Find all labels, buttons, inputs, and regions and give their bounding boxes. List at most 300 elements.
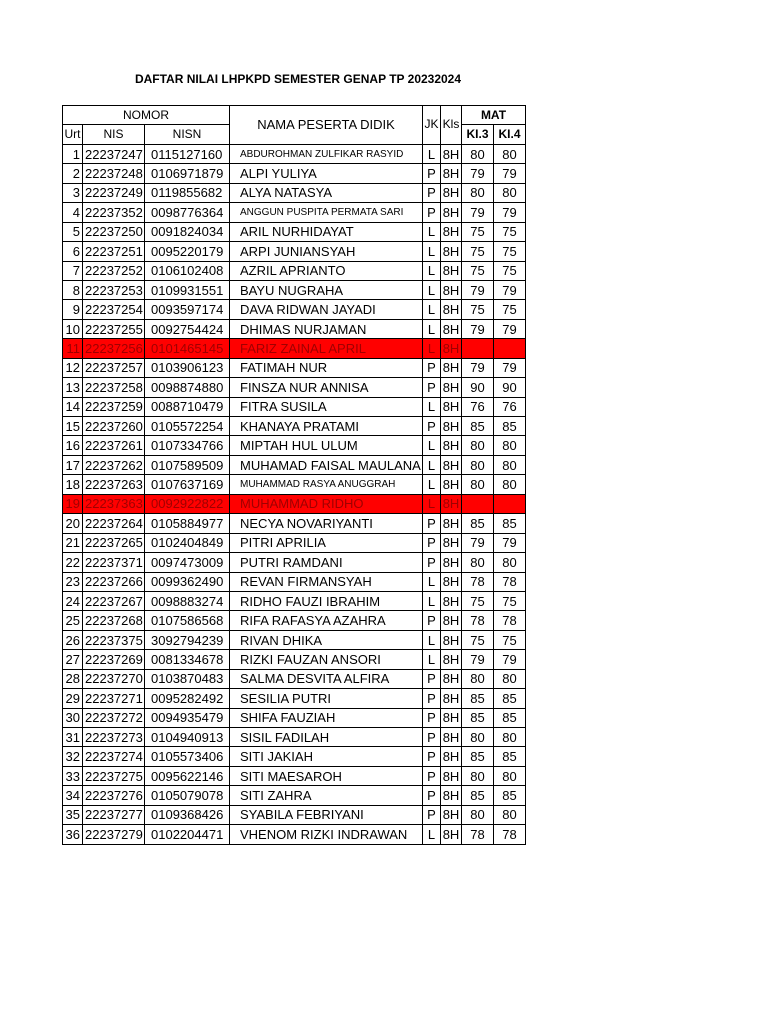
cell-nis: 22237267 <box>83 591 145 610</box>
cell-ki3: 78 <box>462 825 494 844</box>
cell-ki4: 78 <box>494 825 526 844</box>
cell-jk: L <box>423 319 441 338</box>
cell-urt: 15 <box>63 417 83 436</box>
cell-ki3: 79 <box>462 533 494 552</box>
cell-urt: 28 <box>63 669 83 688</box>
cell-jk: P <box>423 553 441 572</box>
header-ki3: KI.3 <box>462 125 494 144</box>
cell-nama: DAVA RIDWAN JAYADI <box>230 300 423 319</box>
cell-nis: 22237257 <box>83 358 145 377</box>
cell-kls: 8H <box>441 242 462 261</box>
cell-nisn: 0106971879 <box>145 164 230 183</box>
cell-ki3: 80 <box>462 475 494 494</box>
cell-jk: L <box>423 300 441 319</box>
cell-nama: NECYA NOVARIYANTI <box>230 514 423 533</box>
cell-ki3: 85 <box>462 514 494 533</box>
cell-kls: 8H <box>441 144 462 163</box>
cell-nisn: 0105884977 <box>145 514 230 533</box>
cell-ki4: 79 <box>494 650 526 669</box>
cell-nis: 22237272 <box>83 708 145 727</box>
cell-nama: SHIFA FAUZIAH <box>230 708 423 727</box>
cell-urt: 31 <box>63 728 83 747</box>
cell-nisn: 0099362490 <box>145 572 230 591</box>
table-row <box>63 650 526 669</box>
header-nomor: NOMOR <box>63 106 230 125</box>
cell-jk: L <box>423 650 441 669</box>
cell-urt: 11 <box>63 339 83 358</box>
cell-ki3: 78 <box>462 611 494 630</box>
header-kls: Kls <box>441 106 462 145</box>
cell-jk: P <box>423 689 441 708</box>
cell-kls: 8H <box>441 747 462 766</box>
cell-jk: L <box>423 242 441 261</box>
cell-nama: FATIMAH NUR <box>230 358 423 377</box>
cell-urt: 7 <box>63 261 83 280</box>
table-body <box>63 106 526 845</box>
cell-nis: 22237275 <box>83 766 145 785</box>
table-row <box>63 533 526 552</box>
cell-kls: 8H <box>441 591 462 610</box>
cell-nama: SESILIA PUTRI <box>230 689 423 708</box>
cell-ki4: 90 <box>494 378 526 397</box>
cell-ki3: 85 <box>462 417 494 436</box>
cell-jk: P <box>423 611 441 630</box>
cell-nisn: 0092754424 <box>145 319 230 338</box>
table-row <box>63 358 526 377</box>
cell-nis: 22237259 <box>83 397 145 416</box>
cell-urt: 2 <box>63 164 83 183</box>
table-row <box>63 397 526 416</box>
table-row <box>63 630 526 649</box>
cell-kls: 8H <box>441 669 462 688</box>
cell-nisn: 0098776364 <box>145 203 230 222</box>
cell-nisn: 0093597174 <box>145 300 230 319</box>
cell-ki3: 85 <box>462 747 494 766</box>
cell-urt: 35 <box>63 805 83 824</box>
cell-nisn: 0105572254 <box>145 417 230 436</box>
cell-ki3 <box>462 494 494 513</box>
cell-jk: P <box>423 805 441 824</box>
cell-ki3: 80 <box>462 436 494 455</box>
cell-kls: 8H <box>441 222 462 241</box>
cell-jk: P <box>423 164 441 183</box>
cell-ki3: 85 <box>462 786 494 805</box>
cell-ki4: 75 <box>494 242 526 261</box>
cell-nis: 22237251 <box>83 242 145 261</box>
cell-jk: L <box>423 572 441 591</box>
cell-kls: 8H <box>441 766 462 785</box>
table-row <box>63 611 526 630</box>
cell-nis: 22237252 <box>83 261 145 280</box>
cell-ki4: 80 <box>494 766 526 785</box>
cell-nama: ALPI YULIYA <box>230 164 423 183</box>
cell-nis: 22237371 <box>83 553 145 572</box>
cell-nisn: 0107334766 <box>145 436 230 455</box>
cell-urt: 24 <box>63 591 83 610</box>
table-row <box>63 455 526 474</box>
cell-jk: L <box>423 591 441 610</box>
cell-kls: 8H <box>441 728 462 747</box>
table-row <box>63 494 526 513</box>
cell-ki4: 78 <box>494 611 526 630</box>
cell-ki4: 79 <box>494 319 526 338</box>
cell-ki3: 75 <box>462 242 494 261</box>
cell-nama: BAYU NUGRAHA <box>230 280 423 299</box>
cell-nis: 22237363 <box>83 494 145 513</box>
cell-ki3: 80 <box>462 669 494 688</box>
table-row <box>63 572 526 591</box>
table-row <box>63 417 526 436</box>
cell-nisn: 0115127160 <box>145 144 230 163</box>
table-row <box>63 805 526 824</box>
cell-ki4: 85 <box>494 417 526 436</box>
cell-nisn: 0101465145 <box>145 339 230 358</box>
cell-ki3: 79 <box>462 358 494 377</box>
cell-ki3: 79 <box>462 650 494 669</box>
cell-nis: 22237279 <box>83 825 145 844</box>
cell-urt: 9 <box>63 300 83 319</box>
cell-ki4: 78 <box>494 572 526 591</box>
cell-kls: 8H <box>441 397 462 416</box>
cell-nis: 22237270 <box>83 669 145 688</box>
cell-jk: P <box>423 183 441 202</box>
cell-jk: P <box>423 766 441 785</box>
cell-nama: SALMA DESVITA ALFIRA <box>230 669 423 688</box>
cell-urt: 34 <box>63 786 83 805</box>
cell-jk: L <box>423 397 441 416</box>
cell-urt: 5 <box>63 222 83 241</box>
cell-ki3: 90 <box>462 378 494 397</box>
cell-ki4 <box>494 339 526 358</box>
cell-urt: 4 <box>63 203 83 222</box>
cell-ki3: 80 <box>462 144 494 163</box>
cell-kls: 8H <box>441 183 462 202</box>
cell-jk: L <box>423 630 441 649</box>
table-row <box>63 164 526 183</box>
cell-nama: SITI JAKIAH <box>230 747 423 766</box>
cell-ki4: 75 <box>494 630 526 649</box>
cell-ki4: 80 <box>494 475 526 494</box>
cell-urt: 26 <box>63 630 83 649</box>
cell-nama: FITRA SUSILA <box>230 397 423 416</box>
cell-jk: P <box>423 728 441 747</box>
cell-nama: SITI MAESAROH <box>230 766 423 785</box>
cell-nis: 22237254 <box>83 300 145 319</box>
cell-ki4: 75 <box>494 261 526 280</box>
cell-ki3: 79 <box>462 319 494 338</box>
cell-jk: P <box>423 786 441 805</box>
cell-ki4: 85 <box>494 747 526 766</box>
cell-urt: 21 <box>63 533 83 552</box>
cell-nis: 22237265 <box>83 533 145 552</box>
cell-jk: P <box>423 358 441 377</box>
cell-jk: L <box>423 261 441 280</box>
cell-nis: 22237268 <box>83 611 145 630</box>
cell-nisn: 0107637169 <box>145 475 230 494</box>
table-row <box>63 242 526 261</box>
cell-kls: 8H <box>441 378 462 397</box>
cell-nis: 22237255 <box>83 319 145 338</box>
cell-ki3: 80 <box>462 766 494 785</box>
cell-nama: SYABILA FEBRIYANI <box>230 805 423 824</box>
cell-kls: 8H <box>441 572 462 591</box>
cell-nis: 22237375 <box>83 630 145 649</box>
table-row <box>63 144 526 163</box>
cell-kls: 8H <box>441 650 462 669</box>
cell-urt: 10 <box>63 319 83 338</box>
cell-nis: 22237352 <box>83 203 145 222</box>
cell-kls: 8H <box>441 319 462 338</box>
cell-ki4: 85 <box>494 786 526 805</box>
cell-nisn: 3092794239 <box>145 630 230 649</box>
cell-kls: 8H <box>441 533 462 552</box>
cell-urt: 30 <box>63 708 83 727</box>
cell-kls: 8H <box>441 708 462 727</box>
cell-nis: 22237262 <box>83 455 145 474</box>
cell-jk: L <box>423 280 441 299</box>
cell-urt: 13 <box>63 378 83 397</box>
cell-nis: 22237248 <box>83 164 145 183</box>
cell-jk: P <box>423 533 441 552</box>
cell-ki4: 79 <box>494 533 526 552</box>
cell-ki4: 79 <box>494 358 526 377</box>
cell-urt: 16 <box>63 436 83 455</box>
cell-nama: ARIL NURHIDAYAT <box>230 222 423 241</box>
cell-nama: MIPTAH HUL ULUM <box>230 436 423 455</box>
cell-nisn: 0102404849 <box>145 533 230 552</box>
cell-nama: ARPI JUNIANSYAH <box>230 242 423 261</box>
cell-kls: 8H <box>441 475 462 494</box>
cell-nis: 22237258 <box>83 378 145 397</box>
cell-kls: 8H <box>441 436 462 455</box>
table-row <box>63 747 526 766</box>
cell-nis: 22237277 <box>83 805 145 824</box>
cell-kls: 8H <box>441 805 462 824</box>
cell-jk: L <box>423 455 441 474</box>
cell-ki4: 79 <box>494 203 526 222</box>
cell-urt: 18 <box>63 475 83 494</box>
cell-nama: MUHAMAD FAISAL MAULANA <box>230 455 423 474</box>
cell-nama: ALYA NATASYA <box>230 183 423 202</box>
table-row <box>63 689 526 708</box>
cell-nama: VHENOM RIZKI INDRAWAN <box>230 825 423 844</box>
cell-kls: 8H <box>441 553 462 572</box>
document-title: DAFTAR NILAI LHPKPD SEMESTER GENAP TP 20232024 <box>134 72 462 86</box>
cell-kls: 8H <box>441 280 462 299</box>
cell-jk: P <box>423 417 441 436</box>
cell-jk: L <box>423 475 441 494</box>
cell-ki4: 80 <box>494 553 526 572</box>
table-row <box>63 514 526 533</box>
cell-nis: 22237273 <box>83 728 145 747</box>
cell-urt: 1 <box>63 144 83 163</box>
cell-nama: AZRIL APRIANTO <box>230 261 423 280</box>
cell-ki4: 75 <box>494 591 526 610</box>
table-row <box>63 280 526 299</box>
cell-nis: 22237256 <box>83 339 145 358</box>
cell-nis: 22237260 <box>83 417 145 436</box>
cell-nis: 22237276 <box>83 786 145 805</box>
cell-kls: 8H <box>441 164 462 183</box>
cell-ki4: 80 <box>494 805 526 824</box>
cell-nisn: 0095282492 <box>145 689 230 708</box>
cell-urt: 20 <box>63 514 83 533</box>
cell-ki4: 80 <box>494 183 526 202</box>
cell-jk: L <box>423 222 441 241</box>
cell-ki4: 75 <box>494 222 526 241</box>
cell-nama: DHIMAS NURJAMAN <box>230 319 423 338</box>
cell-jk: L <box>423 494 441 513</box>
cell-kls: 8H <box>441 494 462 513</box>
cell-nisn: 0106102408 <box>145 261 230 280</box>
table-row <box>63 183 526 202</box>
cell-kls: 8H <box>441 689 462 708</box>
cell-nama: RIVAN DHIKA <box>230 630 423 649</box>
cell-urt: 12 <box>63 358 83 377</box>
cell-nis: 22237253 <box>83 280 145 299</box>
cell-jk: P <box>423 378 441 397</box>
cell-kls: 8H <box>441 417 462 436</box>
table-row <box>63 378 526 397</box>
cell-nisn: 0098874880 <box>145 378 230 397</box>
table-row <box>63 436 526 455</box>
table-row <box>63 222 526 241</box>
cell-nama: RIZKI FAUZAN ANSORI <box>230 650 423 669</box>
table-row <box>63 261 526 280</box>
cell-nama: FARIZ ZAINAL APRIL <box>230 339 423 358</box>
cell-nisn: 0092922822 <box>145 494 230 513</box>
cell-ki3: 80 <box>462 553 494 572</box>
cell-jk: L <box>423 144 441 163</box>
cell-ki3: 78 <box>462 572 494 591</box>
cell-nis: 22237247 <box>83 144 145 163</box>
cell-nisn: 0105079078 <box>145 786 230 805</box>
cell-ki4: 79 <box>494 164 526 183</box>
table-row <box>63 591 526 610</box>
cell-urt: 14 <box>63 397 83 416</box>
table-row <box>63 319 526 338</box>
cell-nisn: 0109931551 <box>145 280 230 299</box>
cell-kls: 8H <box>441 261 462 280</box>
cell-ki3: 85 <box>462 689 494 708</box>
cell-jk: P <box>423 708 441 727</box>
table-row <box>63 708 526 727</box>
cell-kls: 8H <box>441 339 462 358</box>
cell-nama: PITRI APRILIA <box>230 533 423 552</box>
cell-nisn: 0095622146 <box>145 766 230 785</box>
cell-kls: 8H <box>441 514 462 533</box>
cell-nama: KHANAYA PRATAMI <box>230 417 423 436</box>
cell-nama: MUHAMMAD RIDHO <box>230 494 423 513</box>
cell-nis: 22237264 <box>83 514 145 533</box>
cell-kls: 8H <box>441 825 462 844</box>
cell-urt: 22 <box>63 553 83 572</box>
cell-ki4: 80 <box>494 455 526 474</box>
cell-nama: REVAN FIRMANSYAH <box>230 572 423 591</box>
table-row <box>63 669 526 688</box>
cell-urt: 23 <box>63 572 83 591</box>
cell-nama: MUHAMMAD RASYA ANUGGRAH <box>230 475 423 494</box>
cell-nama: FINSZA NUR ANNISA <box>230 378 423 397</box>
cell-jk: P <box>423 747 441 766</box>
cell-nisn: 0107589509 <box>145 455 230 474</box>
table-row <box>63 300 526 319</box>
cell-kls: 8H <box>441 455 462 474</box>
cell-nis: 22237269 <box>83 650 145 669</box>
cell-ki3: 75 <box>462 222 494 241</box>
cell-ki4: 85 <box>494 708 526 727</box>
cell-urt: 33 <box>63 766 83 785</box>
cell-kls: 8H <box>441 358 462 377</box>
cell-nama: ANGGUN PUSPITA PERMATA SARI <box>230 203 423 222</box>
cell-urt: 25 <box>63 611 83 630</box>
cell-ki3: 76 <box>462 397 494 416</box>
table-row <box>63 728 526 747</box>
cell-nisn: 0119855682 <box>145 183 230 202</box>
cell-nis: 22237250 <box>83 222 145 241</box>
cell-jk: L <box>423 339 441 358</box>
cell-nisn: 0103906123 <box>145 358 230 377</box>
cell-urt: 19 <box>63 494 83 513</box>
cell-kls: 8H <box>441 630 462 649</box>
header-nama: NAMA PESERTA DIDIK <box>230 106 423 145</box>
cell-ki3: 75 <box>462 630 494 649</box>
cell-urt: 27 <box>63 650 83 669</box>
cell-jk: P <box>423 514 441 533</box>
table-row <box>63 766 526 785</box>
cell-nisn: 0097473009 <box>145 553 230 572</box>
header-ki4: KI.4 <box>494 125 526 144</box>
cell-ki3: 79 <box>462 280 494 299</box>
cell-nisn: 0103870483 <box>145 669 230 688</box>
cell-ki3: 79 <box>462 164 494 183</box>
table-row <box>63 475 526 494</box>
cell-urt: 32 <box>63 747 83 766</box>
cell-urt: 36 <box>63 825 83 844</box>
cell-urt: 17 <box>63 455 83 474</box>
header-row-1 <box>63 106 526 125</box>
cell-ki4: 85 <box>494 514 526 533</box>
cell-ki3 <box>462 339 494 358</box>
cell-nama: SITI ZAHRA <box>230 786 423 805</box>
header-jk: JK <box>423 106 441 145</box>
cell-ki3: 75 <box>462 591 494 610</box>
cell-ki3: 75 <box>462 261 494 280</box>
cell-nisn: 0098883274 <box>145 591 230 610</box>
cell-ki4: 75 <box>494 300 526 319</box>
header-urt: Urt <box>63 125 83 144</box>
cell-ki4: 76 <box>494 397 526 416</box>
cell-nisn: 0105573406 <box>145 747 230 766</box>
cell-kls: 8H <box>441 300 462 319</box>
cell-jk: L <box>423 825 441 844</box>
cell-ki3: 80 <box>462 728 494 747</box>
cell-urt: 8 <box>63 280 83 299</box>
table-row <box>63 553 526 572</box>
cell-ki4: 79 <box>494 280 526 299</box>
cell-nisn: 0109368426 <box>145 805 230 824</box>
cell-nisn: 0081334678 <box>145 650 230 669</box>
cell-nisn: 0095220179 <box>145 242 230 261</box>
cell-ki4 <box>494 494 526 513</box>
cell-nis: 22237266 <box>83 572 145 591</box>
cell-nis: 22237263 <box>83 475 145 494</box>
cell-nisn: 0107586568 <box>145 611 230 630</box>
cell-nisn: 0088710479 <box>145 397 230 416</box>
cell-ki3: 80 <box>462 805 494 824</box>
cell-kls: 8H <box>441 203 462 222</box>
cell-nama: RIDHO FAUZI IBRAHIM <box>230 591 423 610</box>
